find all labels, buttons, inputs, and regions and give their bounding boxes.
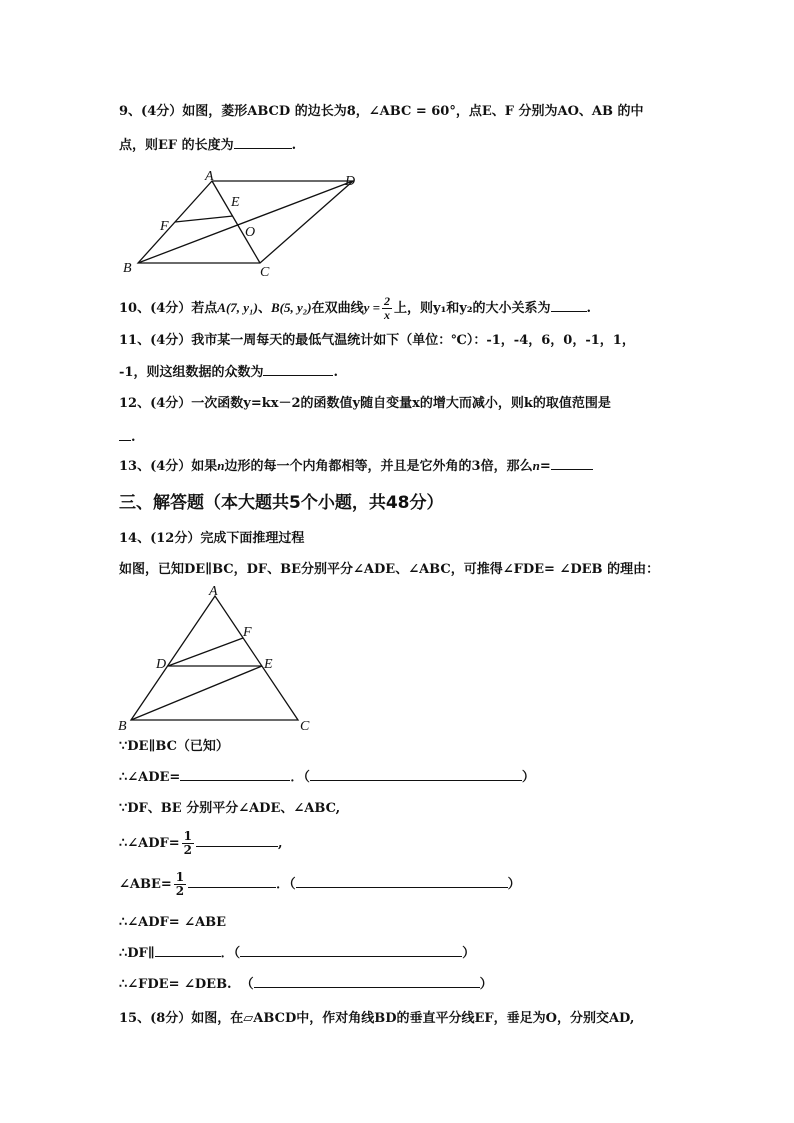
q13-answer-blank[interactable] xyxy=(551,457,593,470)
q14-step-6: ∴∠ADF= ∠ABE xyxy=(119,915,227,930)
half-num: 1 xyxy=(175,870,185,884)
q9-line1: 9、(4分）如图，菱形ABCD 的边长为8，∠ABC = 60°，点E、F 分别为AO、AB 的中 xyxy=(119,104,644,119)
q14-step-7-reason-blank[interactable] xyxy=(240,944,462,957)
q14-step-5-text: ∠ABE= xyxy=(119,877,172,892)
half-den: 2 xyxy=(183,843,193,857)
q14-step-4-half xyxy=(182,830,194,857)
q13-line xyxy=(119,457,593,476)
q14-step-7-blank[interactable] xyxy=(155,944,221,957)
q14-step-7 xyxy=(119,944,475,963)
diagonal-AC xyxy=(212,181,260,263)
q14-step-5 xyxy=(119,871,521,898)
q10-frac-num: 2 xyxy=(384,294,391,308)
q14-step-8-reason: （ ） xyxy=(231,977,493,992)
q14-step-3: ∵DF、BE 分别平分∠ADE、∠ABC, xyxy=(119,801,341,816)
q13-post: = xyxy=(539,459,551,474)
q14-step-4 xyxy=(119,830,283,857)
q14-step-5-reason-blank[interactable] xyxy=(296,875,508,888)
q15-line1: 15、(8分）如图，在▱ABCD中，作对角线BD的垂直平分线EF，垂足为O，分别交AD, xyxy=(119,1011,635,1026)
q14-step-2-text: ∴∠ADE= xyxy=(119,770,181,785)
label-E: E xyxy=(231,195,240,210)
q10-fraction xyxy=(382,295,392,322)
segment-BE xyxy=(131,666,262,720)
q11-answer-blank[interactable] xyxy=(263,363,333,376)
q14-step-2-blank[interactable] xyxy=(180,768,290,781)
q14-step-4-comma: , xyxy=(278,836,283,851)
q12-line1: 12、(4分）一次函数y=kx－2的函数值y随自变量x的增大而减小，则k的取值范围是 xyxy=(119,396,611,411)
segment-EF xyxy=(175,216,233,222)
q13-var-n: n xyxy=(217,458,225,473)
q10-point-b: B(5, y₂) xyxy=(270,300,312,315)
q11-line1: 11、(4分）我市某一周每天的最低气温统计如下（单位：℃）：-1，-4，6，0，-1，1， xyxy=(119,333,635,348)
q14-step-2-reason-blank[interactable] xyxy=(310,768,522,781)
q10-sep: 、 xyxy=(257,301,271,316)
q10-mid: 在双曲线 xyxy=(311,301,364,316)
label-A: A xyxy=(205,169,214,184)
label-C: C xyxy=(300,719,310,734)
q14-intro: 如图，已知DE∥BC，DF、BE分别平分∠ADE、∠ABC，可推得∠FDE= ∠DEB 的理由： xyxy=(119,562,660,577)
label-E: E xyxy=(264,657,273,672)
q9-line2 xyxy=(119,136,296,155)
q9-line2-end: . xyxy=(291,138,297,153)
label-F: F xyxy=(243,625,252,640)
label-B: B xyxy=(118,719,127,734)
q14-step-8 xyxy=(119,975,493,994)
q10-post: 上，则y₁和y₂的大小关系为 xyxy=(394,301,551,316)
q14-head: 14、(12分）完成下面推理过程 xyxy=(119,531,305,546)
q11-line2 xyxy=(119,363,338,382)
label-D: D xyxy=(156,657,167,672)
q10-answer-blank[interactable] xyxy=(551,299,587,312)
label-O: O xyxy=(245,225,256,240)
q9-line2-text: 点，则EF 的长度为 xyxy=(119,138,234,153)
label-A: A xyxy=(209,584,218,599)
q10-prefix: 10、(4分）若点 xyxy=(119,301,218,316)
q14-step-5-half xyxy=(174,871,186,898)
q14-step-7-text: ∴DF∥ xyxy=(119,946,155,961)
q14-step-5-reason: ．（ ） xyxy=(276,877,521,892)
segment-DF xyxy=(168,638,243,666)
q14-step-4-text: ∴∠ADF= xyxy=(119,836,180,851)
q11-line2-end: . xyxy=(333,365,338,380)
q12-line2-end: . xyxy=(131,430,136,445)
q14-step-2 xyxy=(119,768,535,787)
q10-point-a: A(7, y₁) xyxy=(217,300,258,315)
q14-step-7-reason: ．（ ） xyxy=(220,946,476,961)
label-C: C xyxy=(260,265,270,278)
q13-var-n2: n xyxy=(532,458,540,473)
label-D: D xyxy=(345,174,356,189)
q14-step-5-blank[interactable] xyxy=(188,875,276,888)
label-B: B xyxy=(123,261,132,276)
q9-rhombus-figure xyxy=(115,168,375,278)
q14-step-8-text: ∴∠FDE= ∠DEB. xyxy=(119,977,232,992)
q10-end: . xyxy=(586,301,592,316)
q10-line xyxy=(119,295,591,322)
q14-step-2-reason: ．（ ） xyxy=(290,770,535,785)
half-num: 1 xyxy=(183,829,193,843)
q12-answer-blank[interactable] xyxy=(119,428,131,441)
q14-triangle-figure xyxy=(112,584,322,734)
q13-prefix: 13、(4分）如果 xyxy=(119,459,218,474)
q10-eq-lhs: y = xyxy=(363,300,381,315)
q12-line2 xyxy=(119,428,136,447)
label-F: F xyxy=(160,219,169,234)
q10-frac-den: x xyxy=(384,308,391,322)
q9-answer-blank[interactable] xyxy=(234,136,292,149)
half-den: 2 xyxy=(175,884,185,898)
q14-step-8-reason-blank[interactable] xyxy=(254,975,480,988)
q14-step-4-blank[interactable] xyxy=(196,834,278,847)
section-title: 三、解答题（本大题共5个小题，共48分） xyxy=(119,493,444,513)
diagonal-BD xyxy=(138,181,353,263)
q11-line2-text: -1，则这组数据的众数为 xyxy=(119,365,264,380)
q14-step-1: ∵DE∥BC（已知） xyxy=(119,739,229,754)
q13-mid: 边形的每一个内角都相等，并且是它外角的3倍，那么 xyxy=(224,459,533,474)
